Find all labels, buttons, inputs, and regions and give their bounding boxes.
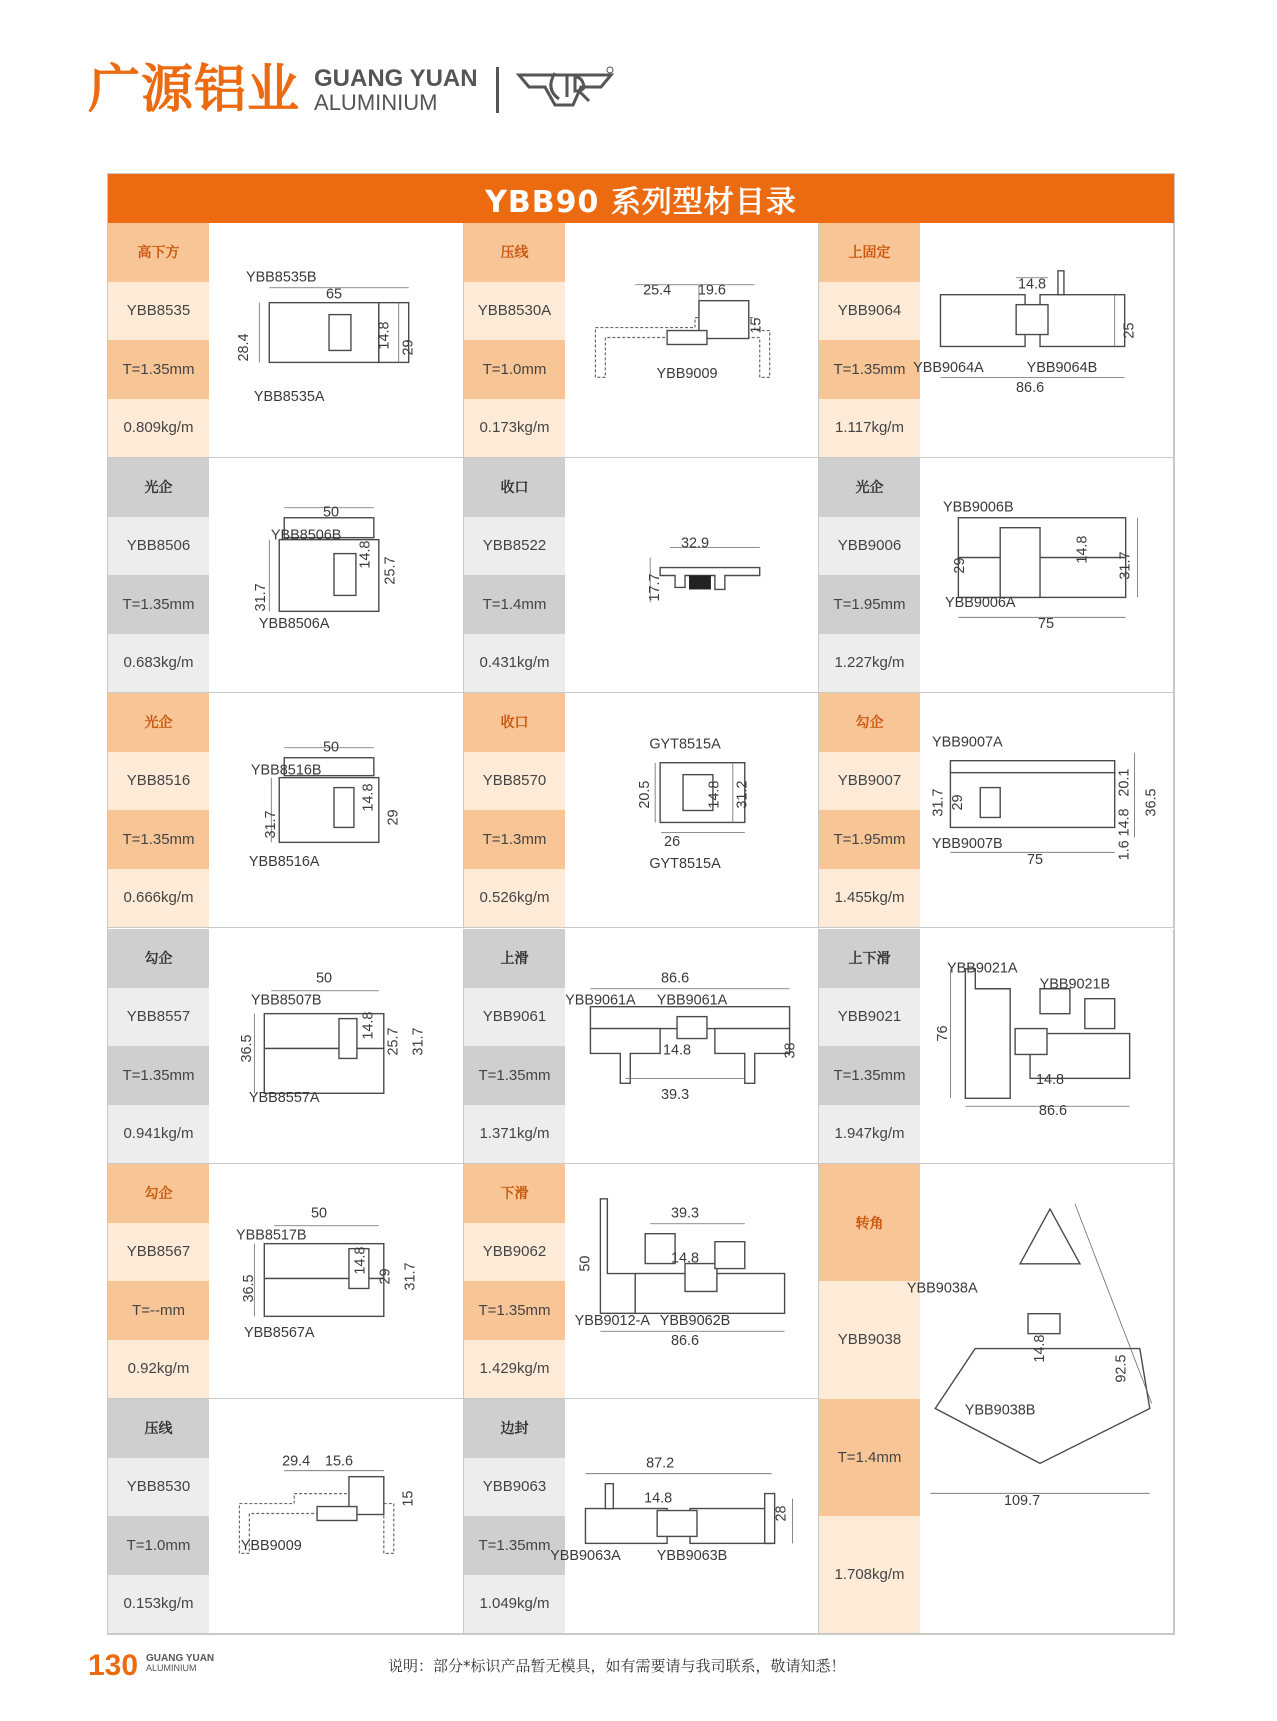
dimension-label: YBB9062B [659,1313,731,1330]
profile-name: 勾企 [108,929,209,988]
profile-diagram [209,223,462,457]
profile-diagram [209,1399,462,1633]
profile-thickness: T=--mm [108,1281,209,1340]
profile-weight: 1.429kg/m [464,1340,565,1399]
dimension-label: 29 [950,794,967,811]
dimension-label: 36.5 [241,1274,258,1303]
dimension-label: 92.5 [1113,1354,1130,1383]
profile-diagram [920,458,1173,692]
profile-specs [464,223,565,457]
profile-weight: 0.173kg/m [464,399,565,458]
dimension-label: YBB9061A [656,992,728,1009]
profile-cell [819,223,1174,458]
dimension-label: 50 [577,1255,594,1272]
dimension-label: 14.8 [357,540,374,569]
dimension-label: YBB9006A [945,595,1016,612]
brand-name-en [314,66,478,114]
profile-thickness: T=1.3mm [464,810,565,869]
profile-shape [585,1474,792,1544]
dimension-label: YBB9063B [656,1548,728,1565]
page-footer [88,1648,1188,1684]
profile-code: YBB8530 [108,1458,209,1517]
dimension-label: YBB8506A [258,616,330,633]
profile-specs [108,1164,209,1398]
dimension-label: 14.8 [670,1250,700,1267]
dimension-label: YBB8535B [245,269,317,286]
footer-note: 说明：部分*标识产品暂无模具，如有需要请与我司联系，敬请知悉！ [388,1657,846,1675]
dimension-label: 109.7 [1003,1493,1041,1510]
profile-specs [108,223,209,457]
profile-thickness: T=1.35mm [819,1046,920,1105]
dimension-label: 25 [1121,322,1138,339]
profile-code: YBB8530A [464,282,565,341]
profile-specs [108,1399,209,1633]
profile-weight: 1.371kg/m [464,1105,565,1164]
dimension-label: YBB8557A [248,1090,320,1107]
profile-code: YBB9007 [819,752,920,811]
profile-diagram [550,1399,818,1633]
profile-weight: 1.708kg/m [819,1516,920,1633]
profile-shape [650,548,760,603]
profile-cell [819,458,1174,693]
profile-cell [108,1164,464,1399]
dimension-label: YBB8507B [250,992,322,1009]
profile-name: 收口 [464,693,565,752]
profile-code: YBB8570 [464,752,565,811]
dimension-label: 14.8 [644,1490,673,1507]
profile-name: 上滑 [464,929,565,988]
profile-weight: 1.117kg/m [819,399,920,458]
dimension-label: 28.4 [236,333,253,362]
profile-drawing [550,1399,818,1633]
profile-shape [595,282,769,378]
profile-code: YBB8567 [108,1223,209,1282]
profile-weight: 1.049kg/m [464,1575,565,1634]
profile-thickness: T=1.35mm [108,810,209,869]
profile-name: 上固定 [819,223,920,282]
dimension-label: 20.5 [637,780,654,809]
dimension-label: 75 [1027,852,1044,869]
profile-name: 上下滑 [819,929,920,988]
dimension-label: 50 [316,970,333,987]
profile-name: 压线 [464,223,565,282]
dimension-label: 50 [322,739,340,756]
dimension-label: 32.9 [680,535,710,552]
footer-brand [146,1653,214,1674]
profile-diagram [209,1164,462,1398]
dimension-label: YBB8516A [248,854,320,871]
dimension-label: 36.5 [1143,788,1160,817]
profile-diagram [209,693,462,927]
profile-name: 勾企 [819,693,920,752]
profile-cell [464,458,819,693]
dimension-label: YBB9061A [565,992,636,1009]
dimension-label: 14.8 [1018,276,1047,293]
profile-drawing [920,458,1173,692]
profile-drawing [209,223,462,457]
dimension-label: 86.6 [670,1333,700,1350]
profile-diagram [913,223,1173,457]
dimension-label: YBB8516B [250,762,322,779]
dimension-label: 14.8 [360,783,377,812]
profile-thickness: T=1.95mm [819,810,920,869]
profile-thickness: T=1.35mm [464,1046,565,1105]
profile-diagram [906,1164,1173,1633]
profile-weight: 1.455kg/m [819,869,920,928]
profile-code: YBB9063 [464,1458,565,1517]
profile-drawing [913,223,1173,457]
dimension-label: 29 [952,557,969,574]
profile-specs [464,929,565,1163]
dimension-label: YBB9012-A [574,1313,651,1330]
dimension-label: 15 [400,1490,417,1507]
dimension-label: 15.6 [324,1453,354,1470]
dimension-label: YBB9064A [913,360,984,377]
dimension-label: 14.8 [663,1042,692,1059]
profile-specs [108,929,209,1163]
profile-cell [108,223,464,458]
dimension-label: 28 [773,1505,790,1522]
profile-weight: 0.526kg/m [464,869,565,928]
dimension-label: 50 [322,504,340,521]
profile-thickness: T=1.35mm [108,1046,209,1105]
profile-specs [819,458,920,692]
dimension-label: YBB9021B [1039,976,1111,993]
profile-weight: 0.683kg/m [108,634,209,693]
dimension-label: GYT8515A [649,856,721,873]
dimension-label: 14.8 [1031,1334,1048,1363]
dimension-label: YBB9007A [932,734,1003,751]
dimension-label: 39.3 [661,1087,690,1104]
catalog-table [107,173,1175,1635]
dimension-label: 31.7 [402,1262,419,1291]
profile-thickness: T=1.0mm [464,340,565,399]
profile-name: 勾企 [108,1164,209,1223]
dimension-label: 29 [385,809,402,826]
profile-drawing [209,1399,462,1633]
dimension-label: 39.3 [670,1205,700,1222]
dimension-label: 87.2 [646,1455,675,1472]
profile-cell [464,693,819,928]
profile-weight: 1.227kg/m [819,634,920,693]
profile-specs [819,693,920,927]
profile-thickness: T=1.4mm [464,575,565,634]
dimension-label: 31.7 [930,788,947,817]
profile-weight: 1.947kg/m [819,1105,920,1164]
dimension-label: YBB9038B [964,1402,1036,1419]
profile-thickness: T=1.0mm [108,1516,209,1575]
dimension-label: 36.5 [239,1034,256,1063]
dimension-label: 14.8 [706,780,723,809]
profile-specs [464,693,565,927]
profile-drawing [209,693,462,927]
dimension-label: 31.7 [1117,551,1134,580]
profile-thickness: T=1.35mm [464,1516,565,1575]
profile-drawing [920,693,1173,927]
dimension-label: YBB9006B [943,499,1014,516]
profile-specs [464,458,565,692]
dimension-label: YBB9007B [932,836,1003,853]
dimension-label: YBB8535A [253,389,325,406]
dimension-label: 25.7 [382,556,399,585]
dimension-label: 38 [782,1042,799,1059]
dimension-label: 29 [400,339,417,356]
profile-cell [108,1399,464,1634]
profile-weight: 0.941kg/m [108,1105,209,1164]
dimension-label: YBB8517B [235,1227,307,1244]
dimension-label: GYT8515A [649,736,721,753]
profile-name: 光企 [819,458,920,517]
profile-cell [108,458,464,693]
profile-code: YBB9061 [464,988,565,1047]
profile-specs [464,1399,565,1633]
profile-drawing [209,929,462,1163]
dimension-label: YBB9064B [1026,360,1098,377]
profile-thickness: T=1.4mm [819,1399,920,1516]
profile-code: YBB9064 [819,282,920,341]
profile-drawing [209,1164,462,1398]
profile-name: 转角 [819,1164,920,1281]
dimension-label: 31.7 [410,1027,427,1056]
dimension-label: 25.4 [643,282,672,299]
dimension-label: 20.1 [1116,768,1133,797]
profile-shape [655,763,745,833]
dimension-label: 15 [748,317,765,334]
profile-code: YBB9062 [464,1223,565,1282]
profile-cell [464,223,819,458]
footer-brand-line2: ALUMINIUM [146,1663,197,1673]
profile-drawing [565,458,818,692]
dimension-label: 1.6 [1116,840,1133,861]
profile-diagram [565,929,818,1163]
profile-diagram [920,693,1173,927]
profile-thickness: T=1.35mm [108,340,209,399]
profile-weight: 0.431kg/m [464,634,565,693]
dimension-label: 86.6 [1016,380,1045,397]
profile-diagram [209,929,462,1163]
footer-brand-line1: GUANG YUAN [146,1653,215,1664]
dimension-label: 86.6 [661,970,690,987]
profile-name: 下滑 [464,1164,565,1223]
catalog-grid [108,223,1174,1634]
profile-code: YBB8522 [464,517,565,576]
dimension-label: 29 [377,1268,394,1285]
dimension-label: 14.8 [1116,808,1133,837]
brand-header [88,58,615,122]
profile-cell [108,929,464,1164]
profile-weight: 0.153kg/m [108,1575,209,1634]
dimension-label: 14.8 [360,1011,377,1040]
profile-diagram [565,693,818,927]
catalog-title: YBB90 系列型材目录 [108,174,1174,223]
profile-diagram [565,458,818,692]
profile-cell [819,1164,1174,1634]
profile-code: YBB8557 [108,988,209,1047]
profile-code: YBB8535 [108,282,209,341]
profile-drawing [565,929,818,1163]
profile-cell [819,693,1174,928]
profile-code: YBB9021 [819,988,920,1047]
dimension-label: YBB9038A [906,1280,978,1297]
profile-cell [464,1164,819,1399]
profile-diagram [565,223,818,457]
profile-name: 光企 [108,693,209,752]
profile-name: 收口 [464,458,565,517]
profile-drawing [565,693,818,927]
brand-divider [496,67,499,113]
dimension-label: 17.7 [646,573,663,602]
dimension-label: YBB9009 [656,366,718,383]
profile-specs [819,1164,920,1633]
dimension-label: 75 [1037,616,1055,633]
profile-thickness: T=1.35mm [108,575,209,634]
profile-specs [819,223,920,457]
profile-weight: 0.92kg/m [108,1340,209,1399]
dimension-label: 31.7 [263,810,280,839]
profile-specs [108,458,209,692]
profile-name: 高下方 [108,223,209,282]
dimension-label: 14.8 [376,321,393,350]
dimension-label: 50 [311,1205,328,1222]
dimension-label: 31.2 [734,780,751,809]
profile-code: YBB9006 [819,517,920,576]
profile-diagram [565,1164,818,1398]
profile-cell [464,929,819,1164]
dimension-label: 14.8 [1074,535,1091,564]
profile-drawing [565,1164,818,1398]
profile-drawing [209,458,462,692]
profile-specs [464,1164,565,1398]
profile-code: YBB8506 [108,517,209,576]
dimension-label: 25.7 [385,1027,402,1056]
dimension-label: 86.6 [1038,1103,1068,1120]
profile-code: YBB8516 [108,752,209,811]
dimension-label: 19.6 [697,282,726,299]
profile-diagram [920,929,1173,1163]
dimension-label: YBB9021A [946,960,1018,977]
dimension-label: 76 [935,1025,952,1042]
gcr-logo-icon [515,65,615,115]
dimension-label: YBB8506B [270,527,342,544]
profile-cell [108,693,464,928]
dimension-label: 14.8 [1035,1072,1065,1089]
dimension-label: 31.7 [253,583,270,612]
profile-name: 光企 [108,458,209,517]
profile-name: 压线 [108,1399,209,1458]
dimension-label: YBB9009 [240,1538,302,1555]
page-number: 130 [88,1649,139,1682]
profile-drawing [565,223,818,457]
profile-name: 边封 [464,1399,565,1458]
brand-name-en-line2: ALUMINIUM [314,90,438,116]
profile-weight: 0.666kg/m [108,869,209,928]
dimension-label: 14.8 [352,1246,369,1275]
dimension-label: 26 [664,834,681,851]
profile-cell [819,929,1174,1164]
profile-code: YBB9038 [819,1281,920,1398]
profile-specs [819,929,920,1163]
profile-thickness: T=1.35mm [464,1281,565,1340]
profile-thickness: T=1.35mm [819,340,920,399]
dimension-label: 65 [325,286,343,303]
dimension-label: YBB9063A [550,1548,621,1565]
dimension-label: 29.4 [282,1453,311,1470]
profile-thickness: T=1.95mm [819,575,920,634]
brand-name-en-line1: GUANG YUAN [314,64,478,92]
profile-cell [464,1399,819,1634]
brand-name-cn: 广源铝业 [88,60,301,120]
profile-weight: 0.809kg/m [108,399,209,458]
profile-drawing [920,929,1173,1163]
profile-specs [108,693,209,927]
profile-drawing [906,1164,1173,1633]
profile-diagram [209,458,462,692]
dimension-label: YBB8567A [243,1325,315,1342]
